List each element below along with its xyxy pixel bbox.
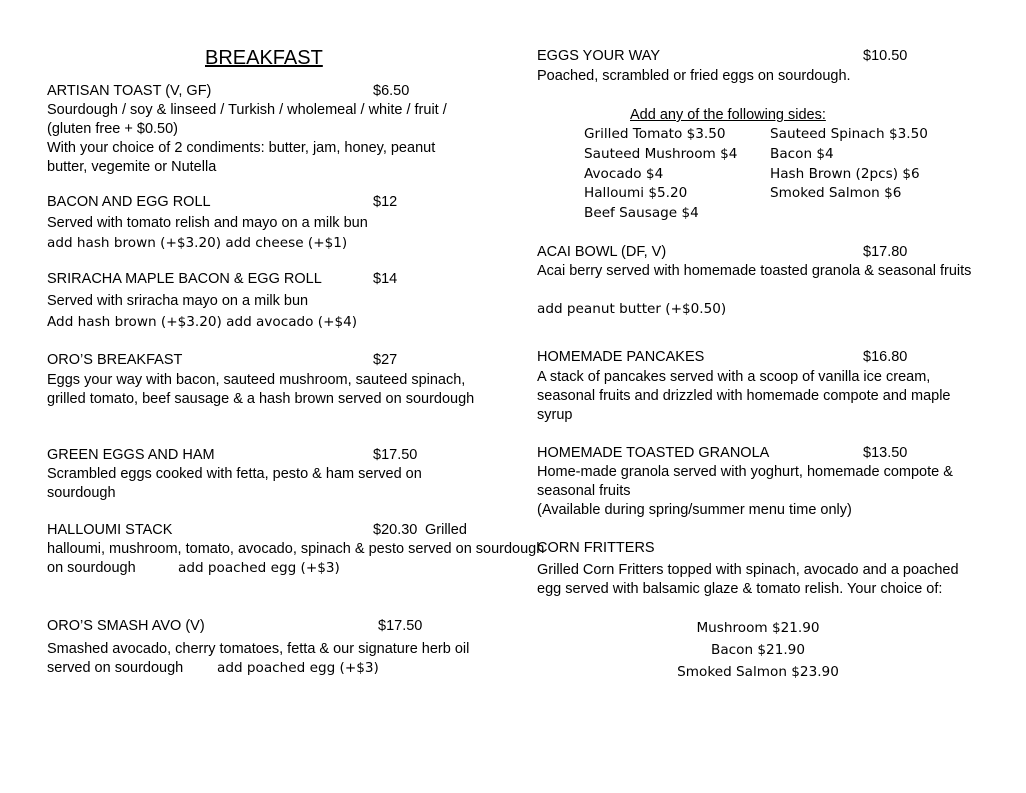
side-item: Avocado $4 [584, 166, 664, 182]
item-price: $14 [373, 271, 398, 287]
item-name: EGGS YOUR WAY [537, 48, 661, 64]
item-note: (Available during spring/summer menu time only) [537, 502, 852, 518]
side-item: Bacon $4 [770, 146, 834, 162]
item-name: BACON AND EGG ROLL [47, 194, 211, 210]
item-description: Sourdough / soy & linseed / Turkish / wholemeal / white / fruit / (gluten free + $0.50) [47, 102, 447, 137]
item-name: HOMEMADE TOASTED GRANOLA [537, 445, 770, 461]
item-name: ARTISAN TOAST (V, GF) [47, 83, 212, 99]
fritter-option: Mushroom $21.90 [696, 620, 820, 636]
item-description: Served with sriracha mayo on a milk bun [47, 293, 309, 309]
item-description: Acai berry served with homemade toasted granola & seasonal fruits [537, 263, 972, 279]
item-price: $17.50 [378, 618, 423, 634]
item-description: Served with tomato relish and mayo on a milk bun [47, 215, 368, 231]
item-description: Smashed avocado, cherry tomatoes, fetta & our signature herb oil served on sourdough [47, 641, 470, 676]
item-name: CORN FRITTERS [537, 540, 655, 556]
item-price: $16.80 [863, 349, 908, 365]
item-description: halloumi, mushroom, tomato, avocado, spinach & pesto served on sourdough [47, 541, 545, 557]
side-item: Halloumi $5.20 [584, 185, 688, 201]
item-name: ORO’S SMASH AVO (V) [47, 618, 205, 634]
item-description: Home-made granola served with yoghurt, homemade compote & seasonal fruits [537, 464, 953, 499]
fritter-option: Bacon $21.90 [711, 642, 805, 658]
item-description: Eggs your way with bacon, sauteed mushroom, sauteed spinach, grilled tomato, beef sausage & a hash brown served on sourdough [47, 372, 475, 407]
fritter-option: Smoked Salmon $23.90 [677, 664, 839, 680]
item-name: ACAI BOWL (DF, V) [537, 244, 667, 260]
item-price: $13.50 [863, 445, 908, 461]
item-price: $17.50 [373, 447, 418, 463]
item-name: HOMEMADE PANCAKES [537, 349, 705, 365]
page-title: BREAKFAST [205, 47, 323, 69]
item-price: $17.80 [863, 244, 908, 260]
item-price: $6.50 [373, 83, 410, 99]
item-description: Grilled Corn Fritters topped with spinach, avocado and a poached egg served with balsamic glaze & tomato relish. Your choice of: [537, 562, 959, 597]
item-addon: add poached egg (+$3) [178, 560, 340, 576]
side-item: Grilled Tomato $3.50 [584, 126, 726, 142]
item-name: ORO’S BREAKFAST [47, 352, 183, 368]
side-item: Sauteed Spinach $3.50 [770, 126, 928, 142]
item-addon: Add hash brown (+$3.20) add avocado (+$4) [47, 314, 358, 330]
item-description: Poached, scrambled or fried eggs on sourdough. [537, 68, 851, 84]
side-item: Smoked Salmon $6 [770, 185, 902, 201]
side-item: Hash Brown (2pcs) $6 [770, 166, 920, 182]
side-item: Sauteed Mushroom $4 [584, 146, 738, 162]
item-description: Scrambled eggs cooked with fetta, pesto & ham served on sourdough [47, 466, 422, 501]
item-name: SRIRACHA MAPLE BACON & EGG ROLL [47, 271, 322, 287]
item-name: HALLOUMI STACK [47, 522, 173, 538]
item-description-lead: Grilled [425, 522, 467, 538]
item-description: A stack of pancakes served with a scoop of vanilla ice cream, seasonal fruits and drizzled with homemade compote and maple syrup [537, 369, 951, 423]
item-price: $27 [373, 352, 398, 368]
item-addon: add peanut butter (+$0.50) [537, 301, 727, 317]
item-name: GREEN EGGS AND HAM [47, 447, 215, 463]
item-addon: add poached egg (+$3) [217, 660, 379, 676]
item-addon: add hash brown (+$3.20) add cheese (+$1) [47, 235, 348, 251]
item-price: $12 [373, 194, 398, 210]
item-price: $10.50 [863, 48, 908, 64]
item-description: on sourdough [47, 560, 136, 576]
item-description: With your choice of 2 condiments: butter, jam, honey, peanut butter, vegemite or Nutella [47, 140, 436, 175]
sides-heading: Add any of the following sides: [630, 107, 826, 123]
side-item: Beef Sausage $4 [584, 205, 699, 221]
item-price: $20.30 [373, 522, 418, 538]
